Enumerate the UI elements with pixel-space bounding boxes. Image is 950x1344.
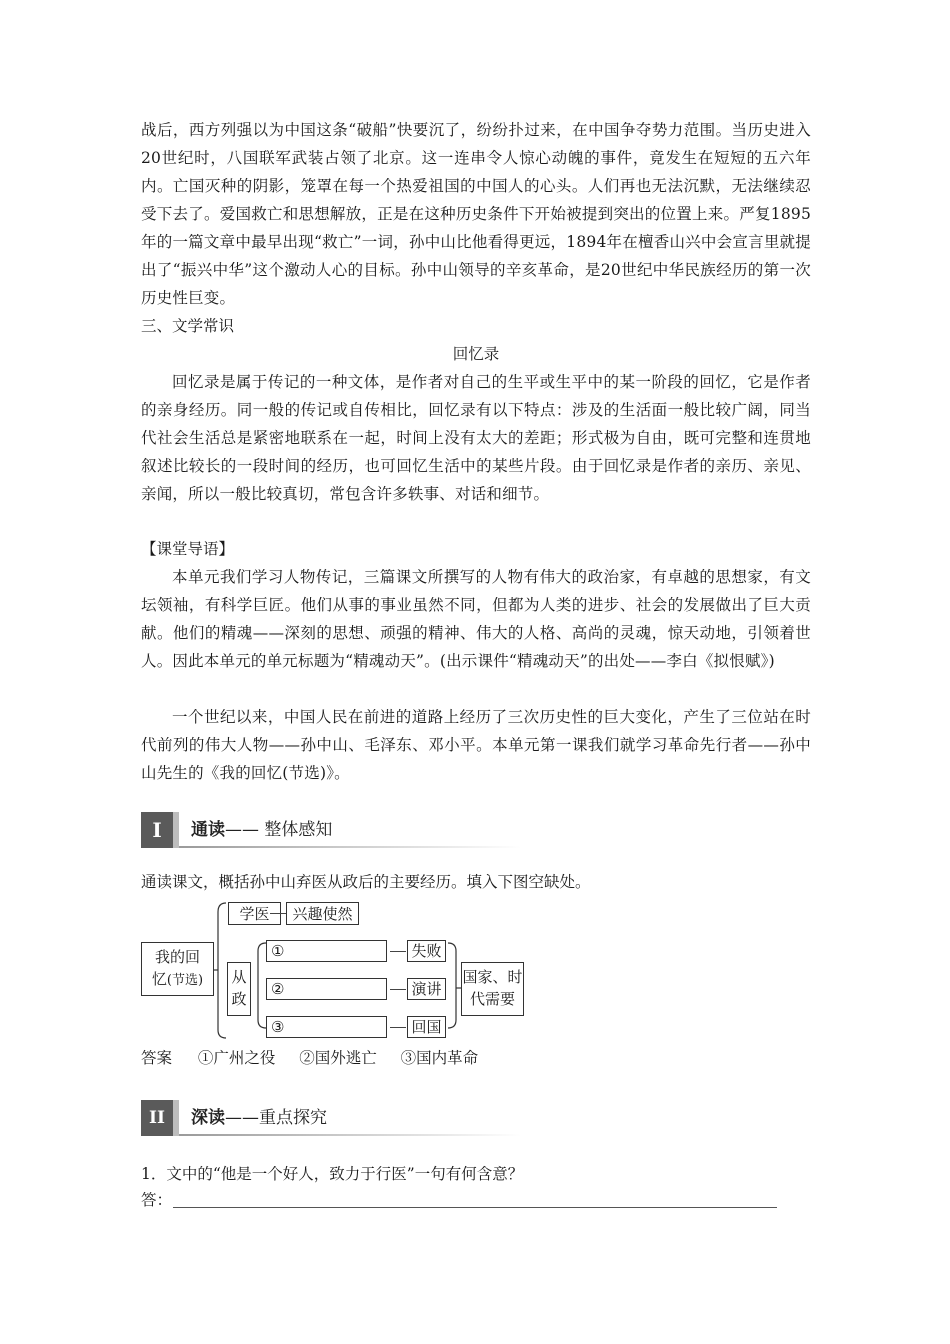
section-number-2: II [141,1100,173,1136]
connector [390,951,406,952]
diagram-node-study-medicine: 学医 [228,902,281,925]
answer-blank-line[interactable] [173,1187,777,1208]
question-1: 1．文中的“他是一个好人，致力于行医”一句有何含意？ [141,1165,524,1183]
answer-item-1: ①广州之役 [197,1049,276,1067]
diagram-root: 我的回 忆(节选) [141,942,214,996]
diagram-node-politics: 从 政 [227,962,251,1016]
connector [390,989,406,990]
banner-accent [173,1100,179,1136]
guide-paragraph-2: 一个世纪以来，中国人民在前进的道路上经历了三次历史性的巨大变化，产生了三位站在时代前列的伟大人物——孙中山、毛泽东、邓小平。本单元第一课我们就学习革命先行者——孙中山先生的《我的回忆(节选)》。 [141,708,811,782]
diagram-node-interest: 兴趣使然 [286,902,359,925]
section-title-2: 深读——重点探究 [191,1108,327,1128]
diagram-result-3: 回国 [407,1016,446,1038]
connector [270,913,286,914]
literature-heading: 三、文学常识 [141,317,235,335]
diagram-blank-2: ② [266,978,387,1000]
literature-subtitle: 回忆录 [452,345,500,363]
diagram-conclusion: 国家、时 代需要 [461,962,524,1016]
section-title-1: 通读—— 整体感知 [191,820,333,840]
answer-prefix: 答： [141,1191,173,1209]
answer-item-3: ③国内革命 [400,1049,479,1067]
section1-answer [141,1044,478,1072]
section-banner-2 [141,1100,521,1136]
diagram-blank-3: ③ [266,1016,387,1038]
connector [390,1027,406,1028]
diagram-result-2: 演讲 [407,978,446,1000]
section-number-1: I [141,812,173,848]
diagram-result-1: 失败 [407,940,446,962]
answer-item-2: ②国外逃亡 [299,1049,377,1067]
diagram-blank-1: ① [266,940,387,962]
section1-instruction: 通读课文，概括孙中山弃医从政后的主要经历。填入下图空缺处。 [141,873,591,891]
guide-paragraph-1: 本单元我们学习人物传记，三篇课文所撰写的人物有伟大的政治家，有卓越的思想家，有文坛领袖，有科学巨匠。他们从事的事业虽然不同，但都为人类的进步、社会的发展做出了巨大贡献。他们的精魂——深刻的思想、顽强的精神、伟大的人格、高尚的灵魂，惊天动地，引领着世人。因此本单元的单元标题为“精魂动天”。(出示课件“精魂动天”的出处——李白《拟恨赋》) [141,568,811,670]
banner-rule [179,1134,521,1136]
intro-paragraph: 战后，西方列强以为中国这条“破船”快要沉了，纷纷扑过来，在中国争夺势力范围。当历史进入20世纪时，八国联军武装占领了北京。这一连串令人惊心动魄的事件，竟发生在短短的五六年内。亡国灭种的阴影，笼罩在每一个热爱祖国的中国人的心头。人们再也无法沉默，无法继续忍受下去了。爱国救亡和思想解放，正是在这种历史条件下开始被提到突出的位置上来。严复1895年的一篇文章中最早出现“救亡”一词，孙中山比他看得更远，1894年在檀香山兴中会宣言里就提出了“振兴中华”这个激动人心的目标。孙中山领导的辛亥革命，是20世纪中华民族经历的第一次历史性巨变。 [141,121,811,307]
literature-paragraph: 回忆录是属于传记的一种文体，是作者对自己的生平或生平中的某一阶段的回忆，它是作者的亲身经历。同一般的传记或自传相比，回忆录有以下特点：涉及的生活面一般比较广阔，同当代社会生活总是紧密地联系在一起，时间上没有太大的差距；形式极为自由，既可完整和连贯地叙述比较长的一段时间的经历，也可回忆生活中的某些片段。由于回忆录是作者的亲历、亲见、亲闻，所以一般比较真切，常包含许多轶事、对话和细节。 [141,373,811,503]
guide-heading: 【课堂导语】 [141,540,235,558]
answer-label: 答案 [141,1049,173,1067]
